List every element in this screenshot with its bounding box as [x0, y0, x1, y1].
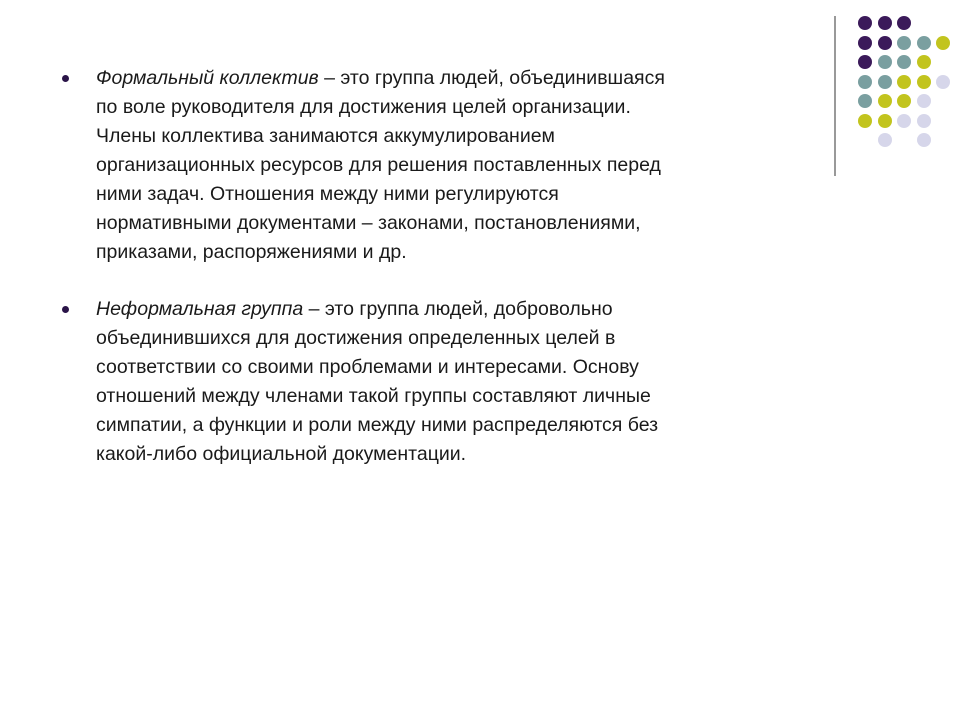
definition-line: ними задач. Отношения между ними регулируются: [96, 183, 559, 205]
definition-line: отношений между членами такой группы составляют личные: [96, 385, 651, 407]
decoration-dot: [897, 75, 911, 89]
decoration-dot: [917, 94, 931, 108]
bullet-formal-collective: [60, 64, 820, 267]
decoration-dot: [858, 114, 872, 128]
term-informal-group: Неформальная группа: [96, 298, 304, 320]
decoration-dot: [897, 114, 911, 128]
definition-line: – это группа людей, объединившаяся: [318, 67, 665, 89]
definition-line: нормативными документами – законами, постановлениями,: [96, 212, 641, 234]
decoration-dot: [936, 36, 950, 50]
decoration-dot: [878, 114, 892, 128]
bullet-dot-icon: [62, 306, 69, 313]
vertical-divider-line: [834, 16, 836, 176]
decoration-dot: [878, 36, 892, 50]
decoration-dot: [878, 16, 892, 30]
decoration-dot: [917, 55, 931, 69]
definition-line: по воле руководителя для достижения целей организации.: [96, 96, 631, 118]
decoration-dot: [936, 75, 950, 89]
definition-line: приказами, распоряжениями и др.: [96, 241, 407, 263]
decoration-dot: [917, 114, 931, 128]
decoration-dot: [917, 133, 931, 147]
definition-line: Члены коллектива занимаются аккумулированием: [96, 125, 555, 147]
term-formal-collective: Формальный коллектив: [96, 67, 319, 89]
bullet-informal-group: [60, 295, 820, 469]
decoration-dot: [917, 75, 931, 89]
definition-line: объединившихся для достижения определенных целей в: [96, 327, 616, 349]
decoration-dot: [858, 36, 872, 50]
decoration-dot: [897, 94, 911, 108]
definition-line: организационных ресурсов для решения поставленных перед: [96, 154, 661, 176]
decoration-dot: [897, 16, 911, 30]
definition-line: какой-либо официальной документации.: [96, 443, 467, 465]
definition-line: симпатии, а функции и роли между ними распределяются без: [96, 414, 659, 436]
decoration-dot: [897, 55, 911, 69]
decoration-dot: [858, 94, 872, 108]
bullet-list: [60, 64, 820, 469]
decoration-dot: [858, 75, 872, 89]
decoration-dot: [878, 133, 892, 147]
definition-line: соответствии со своими проблемами и интересами. Основу: [96, 356, 639, 378]
decoration-dot: [878, 94, 892, 108]
decoration-dot: [858, 55, 872, 69]
decoration-dot: [917, 36, 931, 50]
definition-line: – это группа людей, добровольно: [303, 298, 613, 320]
decoration-dot: [878, 75, 892, 89]
bullet-dot-icon: [62, 75, 69, 82]
decoration-dot: [878, 55, 892, 69]
decoration-dot: [858, 16, 872, 30]
decoration-dot: [897, 36, 911, 50]
